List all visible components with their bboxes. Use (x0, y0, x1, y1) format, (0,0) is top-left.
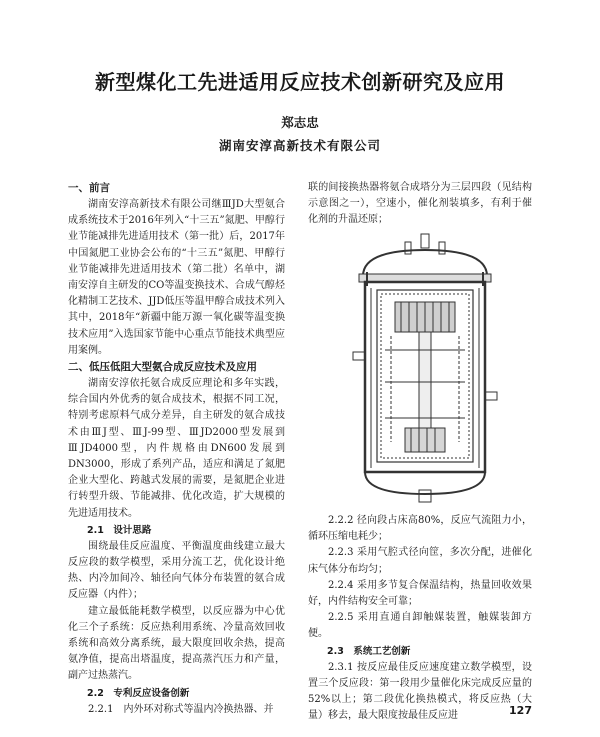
right-column-bottom (308, 513, 532, 724)
article-title: 新型煤化工先进适用反应技术创新研究及应用 (95, 70, 505, 94)
paragraph: 2.2.5 采用直通自卸触媒装置，触媒装卸方便。 (308, 612, 532, 640)
subsection-heading: 2.3 系统工艺创新 (327, 645, 411, 657)
left-column (68, 180, 285, 718)
section-heading: 一、前言 (68, 182, 110, 194)
paragraph: 建立最低能耗数学模型，以反应器为中心优化三个子系统：反应热利用系统、冷量高效回收系统和高效分离系统，最大限度回收余热，提高氨净值，提高出塔温度，提高蒸汽压力和产量，副产过热蒸汽。 (68, 605, 285, 682)
paragraph: 2.2.4 采用多节复合保温结构，热量回收效果好，内件结构安全可靠； (308, 579, 532, 608)
paragraph: 2.2.1 内外环对称式等温内冷换热器、并 (88, 703, 274, 715)
paragraph: 联的间接换热器将氨合成塔分为三层四段（见结构示意图之一），空速小，催化剂装填多，有利于催化剂的升温还原； (308, 182, 532, 226)
subsection-heading: 2.2 专利反应设备创新 (87, 687, 190, 699)
paragraph: 2.3.1 按反应最佳反应速度建立数学模型，设置三个反应段：第一段用少量催化床完成反应量的52%以上；第二段优化换热模式，将反应热（大量）移去，最大限度按最佳反应进 (308, 661, 532, 722)
author-name: 郑志忠 (281, 115, 319, 130)
paragraph: 湖南安淳依托氨合成反应理论和多年实践，综合国内外优秀的氨合成技术，根据不同工况，特别考虑原料气成分差异，自主研发的氨合成技术由ⅢJ型、ⅢJ-99型、ⅢJD2000型发展到ⅢJD4000型，内件规格由DN600发展到DN3000，形成了系列产品，适应和满足了氮肥企业大型化、跨越式发展的需要，是氮肥企业进行转型升级、节能减排、优化改造，扩大规模的先进适用技术。 (68, 378, 285, 519)
paragraph: 2.2.2 径向段占床高80%，反应气流阻力小，循环压缩电耗少； (308, 515, 532, 543)
paragraph: 2.2.3 采用气腔式径向筐，多次分配，进催化床气体分布均匀； (308, 547, 532, 575)
reactor-diagram (345, 232, 505, 504)
right-column-top (308, 180, 532, 229)
subsection-heading: 2.1 设计思路 (87, 524, 152, 536)
page-number: 127 (509, 704, 532, 717)
paragraph: 湖南安淳高新技术有限公司继ⅢJD大型氨合成系统技术于2016年列入“十三五”氮肥、甲醇行业节能减排先进适用技术（第一批）后，2017年中国氮肥工业协会公布的“十三五”氮肥、甲醇行业节能减排先进适用技术（第二批）名单中，湖南安淳自主研发的CO等温变换技术、合成气醇烃化精制工艺技术、JJD低压等温甲醇合成技术列入其中，2018年“新疆中能万源一氧化碳等温变换技术应用”入选国家节能中心重点节能技术典型应用案例。 (68, 199, 285, 356)
author-affiliation: 湖南安淳高新技术有限公司 (218, 138, 381, 153)
section-heading: 二、低压低阻大型氨合成反应技术及应用 (68, 361, 257, 374)
paragraph: 围绕最佳反应温度、平衡温度曲线建立最大反应段的数学模型，采用分流工艺，优化设计绝热、内冷加间冷、轴径向气体分布装置的氨合成反应器（内件）； (68, 540, 285, 601)
